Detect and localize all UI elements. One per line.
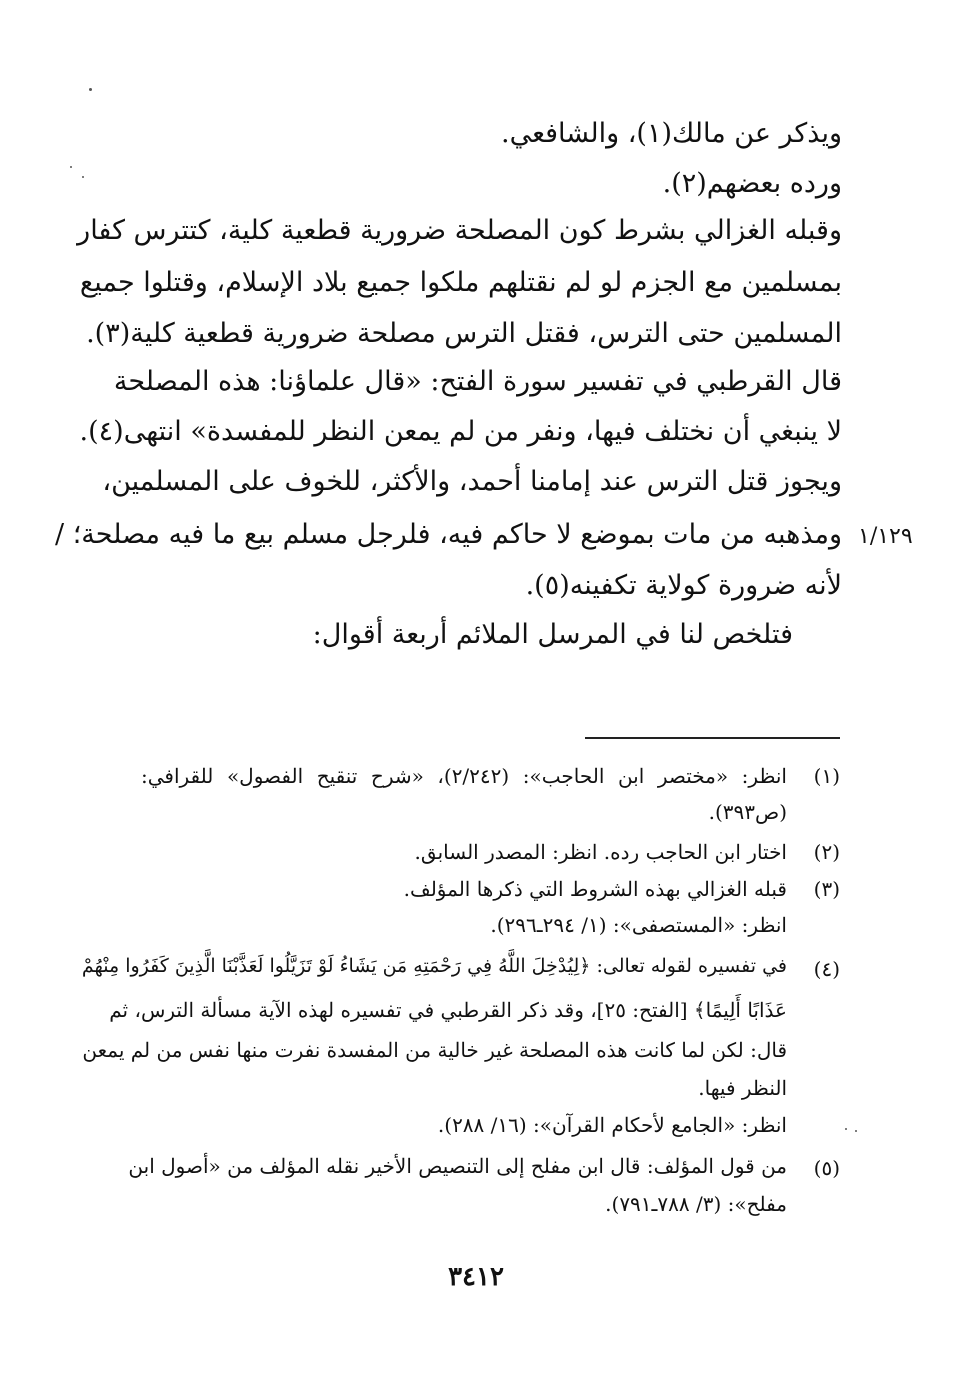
footnote-4-line-3: قال: لكن لما كانت هذه المصلحة غير خالية من المفسدة نفرت منها نفس من لم يمعن <box>82 1038 787 1062</box>
footnote-2-line-1: اختار ابن الحاجب رده. انظر: المصدر السابق. <box>414 840 787 864</box>
footnote-5-line-1: من قول المؤلف: قال ابن مفلح إلى التنصيص الأخير نقله المؤلف من «أصول ابن <box>128 1154 787 1178</box>
footnote-3-line-2: انظر: «المستصفى»: (١/ ٢٩٤ـ٢٩٦). <box>490 913 787 937</box>
body-line-5: المسلمين حتى الترس، فقتل الترس مصلحة ضرورية قطعية كلية(٣). <box>86 318 842 349</box>
footnote-4-line-4: النظر فيها. <box>698 1076 787 1100</box>
body-line-3: وقبله الغزالي بشرط كون المصلحة ضرورية قطعية كلية، كتترس كفار <box>77 215 842 246</box>
marginal-page-reference: ١/١٢٩ <box>858 524 913 549</box>
body-line-4: بمسلمين مع الجزم لو لم نقتلهم ملكوا جميع بلاد الإسلام، وقتلوا جميع <box>79 267 842 298</box>
footnote-number-4: (٤) <box>813 957 840 981</box>
body-line-11: فتلخص لنا في المرسل الملائم أربعة أقوال: <box>312 619 793 650</box>
body-line-7: لا ينبغي أن نختلف فيها، ونفر من لم يمعن النظر للمفسدة» انتهى(٤). <box>79 416 842 447</box>
body-line-9: ومذهبه من مات بموضع لا حاكم فيه، فلرجل مسلم بيع ما فيه مصلحة؛ / <box>55 519 842 550</box>
footnote-5-line-2: مفلح»: (٣/ ٧٨٨ـ٧٩١). <box>605 1192 787 1216</box>
scan-speck <box>89 88 92 91</box>
footnote-number-3: (٣) <box>813 877 840 901</box>
footnote-1-line-1: انظر: «مختصر ابن الحاجب»: (٢/٢٤٢)، «شرح تنقيح الفصول» للقرافي: <box>141 764 787 788</box>
footnote-4-line-1: في تفسيره لقوله تعالى: ﴿لِيُدْخِلَ اللَّهُ فِي رَحْمَتِهِ مَن يَشَاءُ لَوْ تَزَيَّلُوا لَعَذَّبْنَا الَّذِينَ كَفَرُوا مِنْهُمْ <box>81 955 787 977</box>
page-number: ٣٤١٢ <box>448 1262 504 1292</box>
footnote-separator <box>585 737 840 739</box>
scan-speck <box>855 1130 857 1132</box>
footnote-number-5: (٥) <box>813 1156 840 1180</box>
scan-speck <box>82 176 84 178</box>
footnote-number-2: (٢) <box>813 840 840 864</box>
footnote-3-line-1: قبله الغزالي بهذه الشروط التي ذكرها المؤلف. <box>403 877 787 901</box>
body-line-1: ويذكر عن مالك(١)، والشافعي. <box>501 118 842 149</box>
body-line-8: ويجوز قتل الترس عند إمامنا أحمد، والأكثر، للخوف على المسلمين، <box>102 466 842 497</box>
scan-speck <box>845 1128 847 1130</box>
footnote-number-1: (١) <box>813 764 840 788</box>
footnote-4-line-2: عَذَابًا أَلِيمًا﴾ [الفتح: ٢٥]، وقد ذكر القرطبي في تفسيره لهذه الآية مسألة الترس، ثم <box>109 998 787 1022</box>
footnote-4-line-5: انظر: «الجامع لأحكام القرآن»: (١٦/ ٢٨٨). <box>437 1113 787 1137</box>
footnote-1-line-2: (ص٣٩٣). <box>708 800 787 824</box>
body-line-10: لأنه ضرورة كولاية تكفينه(٥). <box>525 570 842 601</box>
scan-speck <box>70 166 72 168</box>
body-line-6: قال القرطبي في تفسير سورة الفتح: «قال علماؤنا: هذه المصلحة <box>113 366 842 397</box>
body-line-2: ورده بعضهم(٢). <box>662 168 842 199</box>
